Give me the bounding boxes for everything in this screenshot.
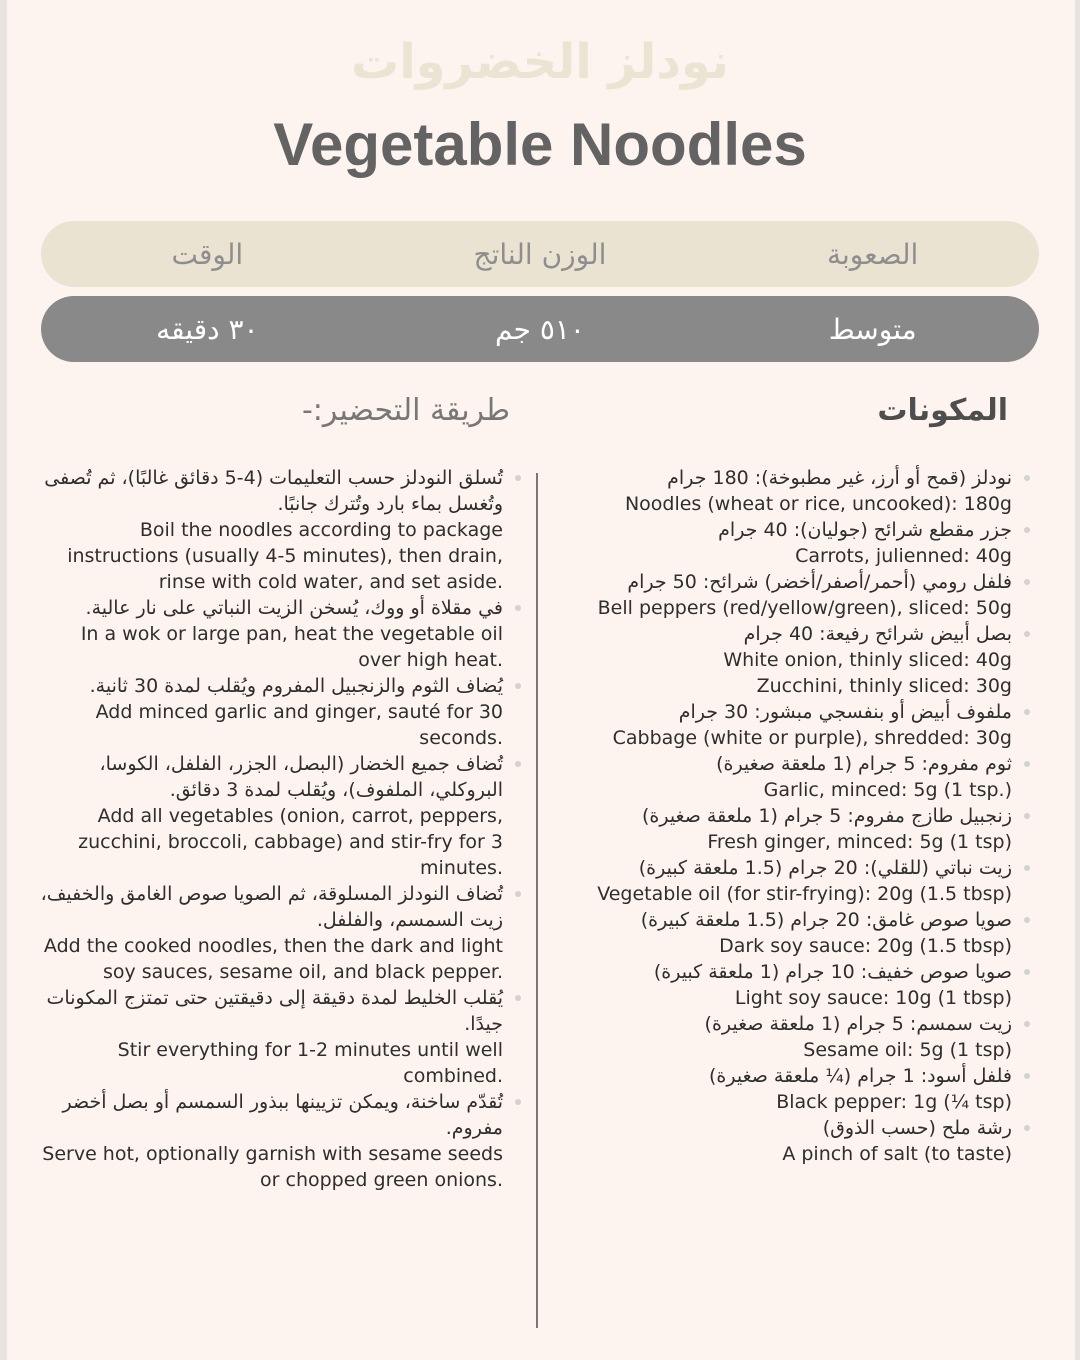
ingredient-item-english: Sesame oil: 5g (1 tsp) xyxy=(803,1039,1012,1061)
bullet-icon xyxy=(1024,1021,1030,1027)
bullet-icon xyxy=(515,761,521,767)
bullet-icon xyxy=(1024,475,1030,481)
info-values-bar xyxy=(41,296,1039,362)
bullet-icon xyxy=(515,605,521,611)
ingredient-item xyxy=(572,907,1012,959)
page-edge-left xyxy=(0,0,7,1360)
method-title: طريقة التحضير:- xyxy=(301,393,510,428)
ingredient-item-arabic: رشة ملح (حسب الذوق) xyxy=(822,1117,1012,1139)
ingredient-item xyxy=(572,803,1012,855)
ingredient-item-arabic: صويا صوص خفيف: 10 جرام (1 ملعقة كبيرة) xyxy=(653,961,1012,983)
ingredient-item xyxy=(572,673,1012,699)
method-step xyxy=(33,881,503,985)
ingredient-item-english: Fresh ginger, minced: 5g (1 tsp) xyxy=(707,831,1012,853)
ingredient-item-english: Cabbage (white or purple), shredded: 30g xyxy=(612,727,1012,749)
method-step-arabic: يُقلب الخليط لمدة دقيقة إلى دقيقتين حتى تمتزج المكونات جيدًا. xyxy=(46,987,503,1035)
ingredient-item-arabic: ملفوف أبيض أو بنفسجي مبشور: 30 جرام xyxy=(678,701,1012,723)
method-step xyxy=(33,595,503,673)
bullet-icon xyxy=(1024,761,1030,767)
ingredient-item xyxy=(572,621,1012,673)
ingredient-item-arabic: فلفل رومي (أحمر/أصفر/أخضر) شرائح: 50 جرام xyxy=(627,571,1012,593)
info-header-bar xyxy=(41,221,1039,287)
method-step xyxy=(33,985,503,1089)
ingredient-item-english: Dark soy sauce: 20g (1.5 tbsp) xyxy=(719,935,1012,957)
bullet-icon xyxy=(1024,1073,1030,1079)
ingredient-item-english: Noodles (wheat or rice, uncooked): 180g xyxy=(624,493,1012,515)
method-step xyxy=(33,465,503,595)
title-english: Vegetable Noodles xyxy=(273,111,807,178)
ingredient-item xyxy=(572,751,1012,803)
method-step-arabic: تُقدّم ساخنة، ويمكن تزيينها ببذور السمسم أو بصل أخضر مفروم. xyxy=(62,1091,503,1139)
bullet-icon xyxy=(1024,1125,1030,1131)
bullet-icon xyxy=(1024,917,1030,923)
method-step-english: Serve hot, optionally garnish with sesame seeds or chopped green onions. xyxy=(42,1143,503,1191)
ingredient-item xyxy=(572,465,1012,517)
ingredients-list xyxy=(572,465,1012,1167)
time-header: الوقت xyxy=(171,237,244,271)
bullet-icon xyxy=(515,1099,521,1105)
bullet-icon xyxy=(515,891,521,897)
method-step-arabic: يُضاف الثوم والزنجبيل المفروم ويُقلب لمدة 30 ثانية. xyxy=(89,675,503,697)
ingredient-item xyxy=(572,855,1012,907)
weight-value: ٥١٠ جم xyxy=(495,312,585,346)
method-step-english: Boil the noodles according to package instructions (usually 4-5 minutes), then drain, rinse with cold water, and set aside. xyxy=(67,519,503,593)
method-step-english: Add minced garlic and ginger, sauté for 30 seconds. xyxy=(95,701,503,749)
ingredient-item xyxy=(572,699,1012,751)
ingredient-item-english: White onion, thinly sliced: 40g xyxy=(723,649,1012,671)
ingredient-item xyxy=(572,517,1012,569)
ingredient-item-arabic: بصل أبيض شرائح رفيعة: 40 جرام xyxy=(743,623,1012,645)
method-step-english: Stir everything for 1-2 minutes until well combined. xyxy=(117,1039,503,1087)
ingredient-item-english: Light soy sauce: 10g (1 tbsp) xyxy=(734,987,1012,1009)
ingredient-item-english: Vegetable oil (for stir-frying): 20g (1.5 tbsp) xyxy=(597,883,1012,905)
ingredient-item xyxy=(572,569,1012,621)
method-step-english: Add all vegetables (onion, carrot, peppers, zucchini, broccoli, cabbage) and stir-fry for 3 minutes. xyxy=(78,805,503,879)
bullet-icon xyxy=(1024,813,1030,819)
ingredient-item-arabic: زنجبيل طازج مفروم: 5 جرام (1 ملعقة صغيرة) xyxy=(641,805,1012,827)
bullet-icon xyxy=(515,683,521,689)
title-arabic: نودلز الخضروات xyxy=(350,34,730,90)
column-divider xyxy=(536,473,538,1328)
bullet-icon xyxy=(1024,527,1030,533)
bullet-icon xyxy=(1024,969,1030,975)
ingredient-item-arabic: فلفل أسود: 1 جرام (¼ ملعقة صغيرة) xyxy=(708,1065,1012,1087)
ingredient-item-english: Bell peppers (red/yellow/green), sliced: 50g xyxy=(597,597,1012,619)
bullet-icon xyxy=(1024,865,1030,871)
ingredient-item-english: Garlic, minced: 5g (1 tsp.) xyxy=(763,779,1012,801)
bullet-icon xyxy=(1024,579,1030,585)
ingredient-item-arabic: زيت نباتي (للقلي): 20 جرام (1.5 ملعقة كبيرة) xyxy=(638,857,1012,879)
method-step xyxy=(33,751,503,881)
bullet-icon xyxy=(1024,631,1030,637)
ingredient-item-english: Carrots, julienned: 40g xyxy=(795,545,1012,567)
ingredient-item-english: Zucchini, thinly sliced: 30g xyxy=(756,675,1012,697)
ingredient-item-arabic: نودلز (قمح أو أرز، غير مطبوخة): 180 جرام xyxy=(667,467,1012,489)
ingredient-item-english: Black pepper: 1g (¼ tsp) xyxy=(776,1091,1012,1113)
method-step-arabic: تُضاف النودلز المسلوقة، ثم الصويا صوص الغامق والخفيف، زيت السمسم، والفلفل. xyxy=(40,883,503,931)
method-step-arabic: تُسلق النودلز حسب التعليمات (4-5 دقائق غالبًا)، ثم تُصفى وتُغسل بماء بارد وتُترك جانبًا. xyxy=(44,467,503,515)
method-steps-list xyxy=(33,465,503,1193)
bullet-icon xyxy=(1024,709,1030,715)
difficulty-value: متوسط xyxy=(828,312,917,346)
weight-header: الوزن الناتج xyxy=(473,237,607,271)
bullet-icon xyxy=(515,995,521,1001)
ingredient-item xyxy=(572,1011,1012,1063)
method-step xyxy=(33,673,503,751)
ingredient-item xyxy=(572,1063,1012,1115)
ingredient-item-arabic: ثوم مفروم: 5 جرام (1 ملعقة صغيرة) xyxy=(716,753,1012,775)
bullet-icon xyxy=(515,475,521,481)
method-step-arabic: في مقلاة أو ووك، يُسخن الزيت النباتي على نار عالية. xyxy=(85,597,503,619)
ingredient-item-english: A pinch of salt (to taste) xyxy=(782,1143,1012,1165)
method-step xyxy=(33,1089,503,1193)
ingredient-item-arabic: جزر مقطع شرائح (جوليان): 40 جرام xyxy=(718,519,1012,541)
page-edge-right xyxy=(1075,0,1080,1360)
ingredient-item xyxy=(572,959,1012,1011)
ingredient-item xyxy=(572,1115,1012,1167)
ingredient-item-arabic: زيت سمسم: 5 جرام (1 ملعقة صغيرة) xyxy=(704,1013,1012,1035)
time-value: ٣٠ دقيقه xyxy=(156,312,259,346)
ingredient-item-arabic: صويا صوص غامق: 20 جرام (1.5 ملعقة كبيرة) xyxy=(640,909,1012,931)
method-step-arabic: تُضاف جميع الخضار (البصل، الجزر، الفلفل، الكوسا، البروكلي، الملفوف)، ويُقلب لمدة 3 دقائق. xyxy=(99,753,503,801)
method-step-english: In a wok or large pan, heat the vegetable oil over high heat. xyxy=(80,623,503,671)
difficulty-header: الصعوبة xyxy=(826,237,919,271)
ingredients-title: المكونات xyxy=(877,393,1008,428)
method-step-english: Add the cooked noodles, then the dark and light soy sauces, sesame oil, and black pepper. xyxy=(43,935,503,983)
